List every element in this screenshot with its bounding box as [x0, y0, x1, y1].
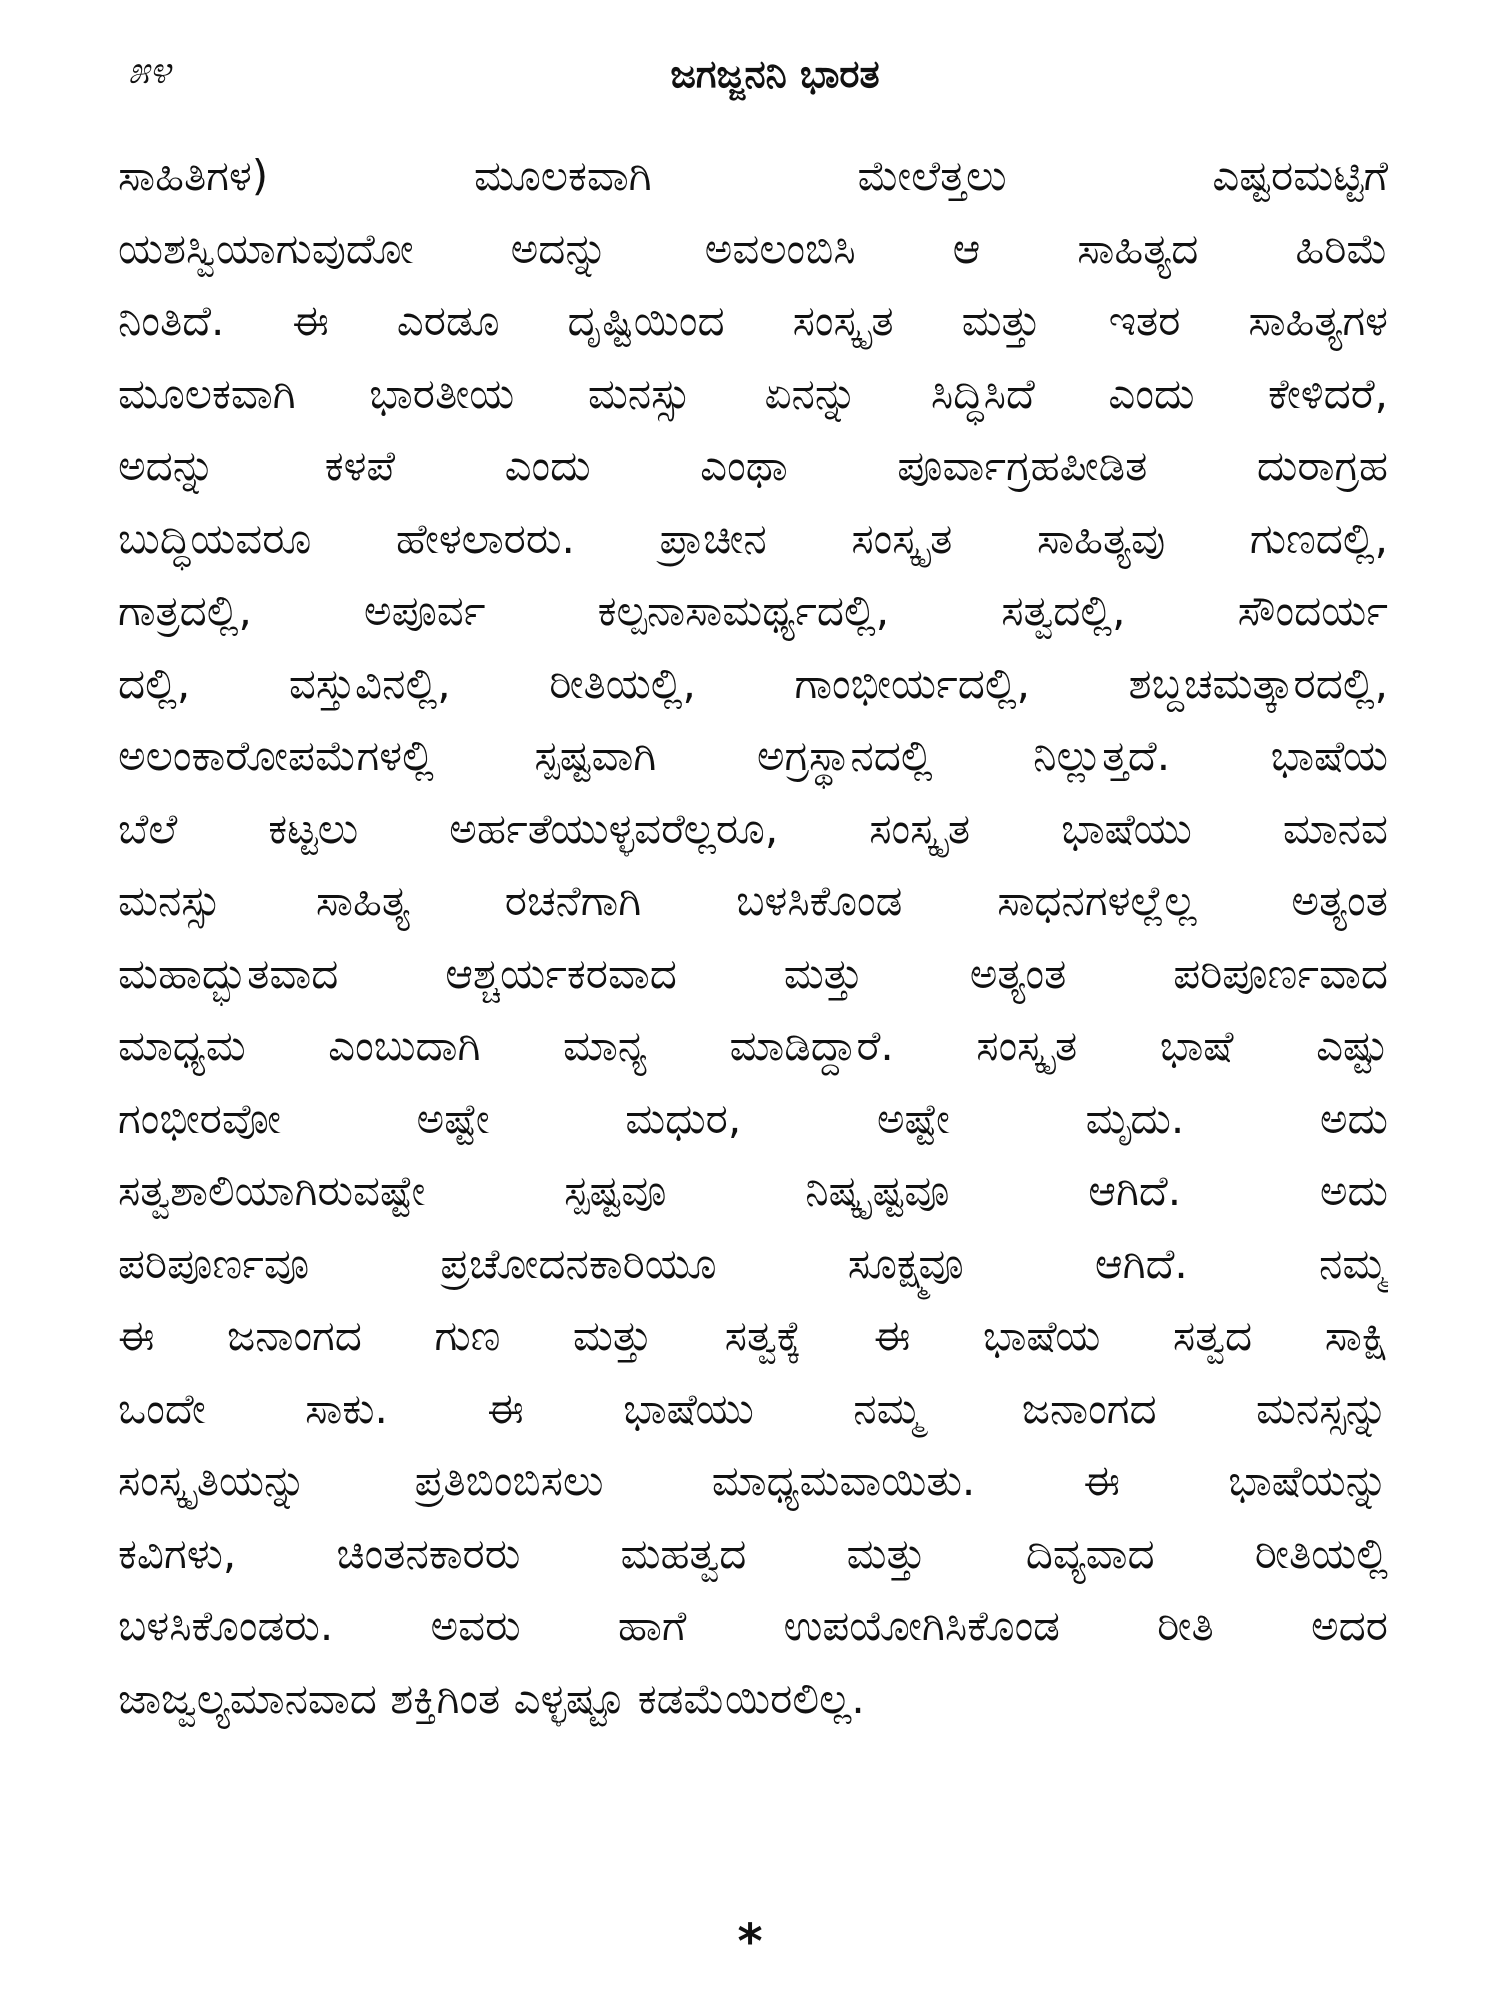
text-line: ಸಂಸ್ಕೃತಿಯನ್ನು ಪ್ರತಿಬಿಂಬಿಸಲು ಮಾಧ್ಯಮವಾಯಿತು. ಈ ಭಾಷೆಯನ್ನು: [118, 1456, 1388, 1505]
text-line: ಈ ಜನಾಂಗದ ಗುಣ ಮತ್ತು ಸತ್ವಕ್ಕೆ ಈ ಭಾಷೆಯ ಸತ್ವದ ಸಾಕ್ಷಿ: [118, 1311, 1388, 1360]
text-line: ಸಾಹಿತಿಗಳ) ಮೂಲಕವಾಗಿ ಮೇಲೆತ್ತಲು ಎಷ್ಟರಮಟ್ಟಿಗೆ: [118, 151, 1388, 200]
end-mark: *: [737, 1914, 763, 1970]
text-line: ಗಾತ್ರದಲ್ಲಿ, ಅಪೂರ್ವ ಕಲ್ಪನಾಸಾಮರ್ಥ್ಯದಲ್ಲಿ, ಸತ್ವದಲ್ಲಿ, ಸೌಂದರ್ಯ: [118, 586, 1388, 635]
text-line-last: ಜಾಜ್ವಲ್ಯಮಾನವಾದ ಶಕ್ತಿಗಿಂತ ಎಳ್ಳಷ್ಟೂ ಕಡಮೆಯಿರಲಿಲ್ಲ.: [118, 1673, 865, 1723]
text-line: ಮನಸ್ಸು ಸಾಹಿತ್ಯ ರಚನೆಗಾಗಿ ಬಳಸಿಕೊಂಡ ಸಾಧನಗಳಲ್ಲೆಲ್ಲ ಅತ್ಯಂತ: [118, 876, 1388, 925]
text-line: ಬುದ್ಧಿಯವರೂ ಹೇಳಲಾರರು. ಪ್ರಾಚೀನ ಸಂಸ್ಕೃತ ಸಾಹಿತ್ಯವು ಗುಣದಲ್ಲಿ,: [118, 513, 1388, 563]
text-line: ಅಲಂಕಾರೋಪಮೆಗಳಲ್ಲಿ ಸ್ಪಷ್ಟವಾಗಿ ಅಗ್ರಸ್ಥಾನದಲ್ಲಿ ನಿಲ್ಲುತ್ತದೆ. ಭಾಷೆಯ: [118, 731, 1388, 780]
page-number: ೫೪: [128, 48, 171, 92]
text-line: ಸತ್ವಶಾಲಿಯಾಗಿರುವಷ್ಟೇ ಸ್ಪಷ್ಟವೂ ನಿಷ್ಕೃಷ್ಟವೂ ಆಗಿದೆ. ಅದು: [118, 1166, 1388, 1215]
text-line: ಮಾಧ್ಯಮ ಎಂಬುದಾಗಿ ಮಾನ್ಯ ಮಾಡಿದ್ದಾರೆ. ಸಂಸ್ಕೃತ ಭಾಷೆ ಎಷ್ಟು: [118, 1021, 1388, 1070]
text-line: ನಿಂತಿದೆ. ಈ ಎರಡೂ ದೃಷ್ಟಿಯಿಂದ ಸಂಸ್ಕೃತ ಮತ್ತು ಇತರ ಸಾಹಿತ್ಯಗಳ: [118, 296, 1388, 345]
body-text: [118, 140, 1388, 1735]
text-line: ಬಳಸಿಕೊಂಡರು. ಅವರು ಹಾಗೆ ಉಪಯೋಗಿಸಿಕೊಂಡ ರೀತಿ ಅದರ: [118, 1601, 1388, 1650]
text-line: ದಲ್ಲಿ, ವಸ್ತುವಿನಲ್ಲಿ, ರೀತಿಯಲ್ಲಿ, ಗಾಂಭೀರ್ಯದಲ್ಲಿ, ಶಬ್ದಚಮತ್ಕಾರದಲ್ಲಿ,: [118, 658, 1388, 708]
text-line: ಯಶಸ್ವಿಯಾಗುವುದೋ ಅದನ್ನು ಅವಲಂಬಿಸಿ ಆ ಸಾಹಿತ್ಯದ ಹಿರಿಮೆ: [118, 223, 1388, 273]
text-line: ಬೆಲೆ ಕಟ್ಟಲು ಅರ್ಹತೆಯುಳ್ಳವರೆಲ್ಲರೂ, ಸಂಸ್ಕೃತ ಭಾಷೆಯು ಮಾನವ: [118, 803, 1388, 853]
text-line: ಪರಿಪೂರ್ಣವೂ ಪ್ರಚೋದನಕಾರಿಯೂ ಸೂಕ್ಷ್ಮವೂ ಆಗಿದೆ. ನಮ್ಮ: [118, 1238, 1388, 1288]
text-line: ಮಹಾದ್ಭುತವಾದ ಆಶ್ಚರ್ಯಕರವಾದ ಮತ್ತು ಅತ್ಯಂತ ಪರಿಪೂರ್ಣವಾದ: [118, 948, 1388, 998]
text-line: ಗಂಭೀರವೋ ಅಷ್ಟೇ ಮಧುರ, ಅಷ್ಟೇ ಮೃದು. ಅದು: [118, 1093, 1388, 1143]
text-line: ಅದನ್ನು ಕಳಪೆ ಎಂದು ಎಂಥಾ ಪೂರ್ವಾಗ್ರಹಪೀಡಿತ ದುರಾಗ್ರಹ: [118, 441, 1388, 490]
text-line: ಮೂಲಕವಾಗಿ ಭಾರತೀಯ ಮನಸ್ಸು ಏನನ್ನು ಸಿದ್ಧಿಸಿದೆ ಎಂದು ಕೇಳಿದರೆ,: [118, 368, 1388, 418]
text-line: ಒಂದೇ ಸಾಕು. ಈ ಭಾಷೆಯು ನಮ್ಮ ಜನಾಂಗದ ಮನಸ್ಸನ್ನು: [118, 1383, 1388, 1433]
text-line: ಕವಿಗಳು, ಚಿಂತನಕಾರರು ಮಹತ್ವದ ಮತ್ತು ದಿವ್ಯವಾದ ರೀತಿಯಲ್ಲಿ: [118, 1528, 1388, 1578]
running-title: ಜಗಜ್ಜನನಿ ಭಾರತ: [670, 52, 880, 96]
